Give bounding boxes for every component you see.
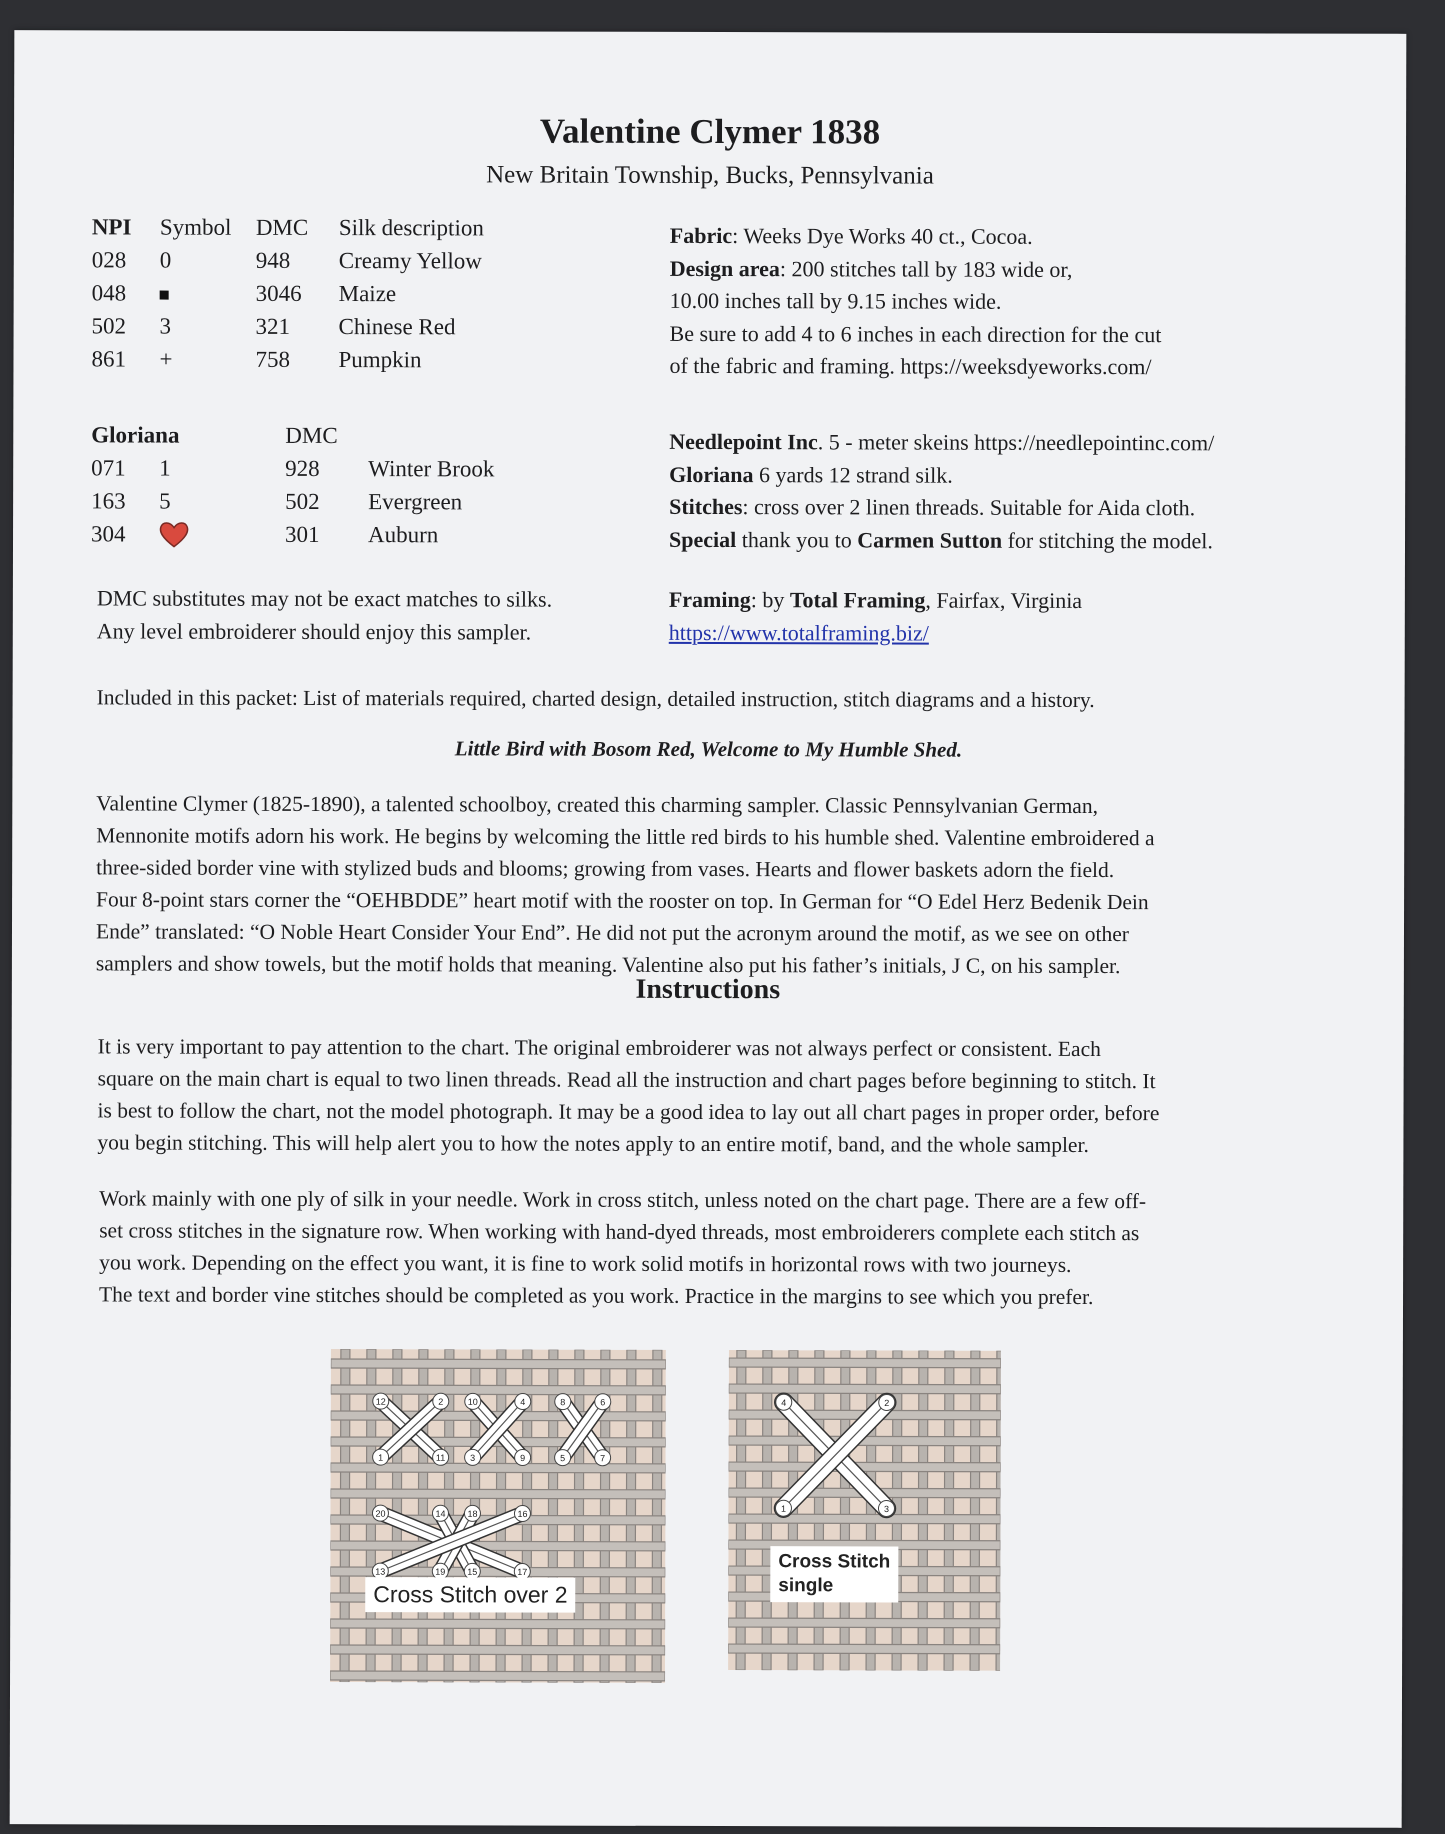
stitch-number: 2: [884, 1397, 890, 1408]
history-line: Ende” translated: “O Noble Heart Consider Your End”. He did not put the acronym around the motif, as we see on other: [95, 919, 1129, 947]
thread-description: Evergreen: [368, 488, 463, 514]
thread-code: 304: [91, 520, 126, 546]
packet-contents: Included in this packet: List of materials required, charted design, detailed instruction, stitch diagrams and a history.: [96, 685, 1095, 713]
thread-description: Winter Brook: [368, 455, 495, 481]
fabric-note: Be sure to add 4 to 6 inches in each direction for the cut: [669, 320, 1162, 347]
stitch-number: 6: [600, 1397, 606, 1408]
instruction-line: you work. Depending on the effect you want, it is fine to work solid motifs in horizontal rows with two journeys.: [99, 1250, 1072, 1277]
framer-name: Total Framing: [789, 587, 926, 613]
header-dmc: DMC: [285, 422, 338, 448]
diagram-label: [770, 1546, 898, 1602]
table-row: [91, 451, 618, 485]
stitch-number: 1: [780, 1503, 787, 1514]
stitcher-name: Carmen Sutton: [857, 526, 1003, 553]
stitch-number: 3: [883, 1503, 890, 1514]
thread-code: 048: [91, 279, 127, 305]
thread-dmc: 321: [255, 313, 291, 339]
gloriana-label: Gloriana: [669, 461, 754, 487]
verse: Little Bird with Bosom Red, Welcome to My Humble Shed.: [454, 736, 963, 762]
stitch-number: 12: [375, 1396, 386, 1407]
horizontal-thread: [330, 1645, 665, 1655]
stitch-grid: [728, 1350, 1001, 1671]
table-row: [92, 243, 589, 277]
instruction-line: Work mainly with one ply of silk in your needle. Work in cross stitch, unless noted on the chart page. There are a few off-: [99, 1186, 1147, 1214]
thread-description: Chinese Red: [338, 313, 456, 339]
instructions-paragraph-1: [97, 1030, 1159, 1161]
instructions-paragraph-2: [99, 1182, 1146, 1313]
fabric-label: Fabric: [669, 222, 733, 249]
needlepoint-text: . 5 - meter skeins https://needlepointinc.com/: [817, 429, 1215, 456]
table-row: [91, 484, 618, 518]
horizontal-thread: [729, 1384, 1001, 1394]
thread-code: 163: [91, 487, 126, 513]
special-end: for stitching the model.: [1002, 527, 1213, 553]
thread-code: 502: [91, 312, 127, 338]
stitch-number: 7: [600, 1453, 606, 1464]
filled-square-icon: [160, 290, 169, 299]
horizontal-thread: [729, 1462, 1001, 1472]
thread-symbol: 1: [159, 455, 171, 481]
stitches-text: : cross over 2 linen threads. Suitable for Aida cloth.: [742, 494, 1196, 521]
stitch-number: 14: [435, 1508, 446, 1519]
framing-block: [669, 584, 1082, 650]
notes-block: [97, 582, 552, 648]
history-line: three-sided border vine with stylized buds and blooms; growing from vases. Hearts and flower baskets adorn the field.: [96, 855, 1115, 883]
thread-dmc: 502: [285, 488, 320, 514]
fabric-text: : Weeks Dye Works 40 ct., Cocoa.: [732, 223, 1033, 249]
stitch-number: 17: [517, 1567, 528, 1578]
fabric-block: [669, 220, 1161, 384]
heart-icon: [159, 522, 189, 548]
instructions-heading: Instructions: [635, 973, 781, 1006]
framing-text: : by: [750, 587, 790, 613]
history-paragraph: [96, 787, 1155, 982]
stitch-number: 10: [467, 1396, 478, 1407]
gloriana-table: [91, 418, 618, 551]
stitch-number: 1: [378, 1452, 384, 1463]
framing-label: Framing: [668, 586, 751, 613]
header-description: Silk description: [338, 214, 484, 240]
diagram-label: Cross Stitch over 2: [365, 1577, 575, 1613]
diagram-label-line: Cross Stitch: [778, 1551, 891, 1573]
instruction-line: is best to follow the chart, not the model photograph. It may be a good idea to lay out all chart pages in proper order, before: [97, 1098, 1160, 1126]
thread-symbol: 0: [159, 247, 172, 273]
horizontal-thread: [729, 1358, 1001, 1368]
cross-stitch-single-diagram: [728, 1350, 1001, 1671]
diagram-label-line: single: [778, 1575, 834, 1597]
page-subtitle: New Britain Township, Bucks, Pennsylvania: [486, 161, 934, 190]
table-row: [92, 276, 589, 310]
stitch-number: 13: [375, 1566, 386, 1577]
design-area-label: Design area: [669, 255, 780, 281]
thread-dmc: 3046: [255, 280, 302, 306]
horizontal-thread: [330, 1619, 665, 1629]
table-row: [91, 342, 588, 376]
history-line: samplers and show towels, but the motif holds that meaning. Valentine also put his father’s initials, J C, on his sampler.: [95, 951, 1121, 979]
header-dmc: DMC: [255, 214, 309, 240]
horizontal-thread: [728, 1644, 1000, 1654]
stitch-number: 18: [467, 1508, 478, 1519]
framer-place: , Fairfax, Virginia: [925, 587, 1083, 613]
special-label: Special: [668, 526, 737, 552]
header-gloriana: Gloriana: [91, 421, 180, 448]
thread-dmc: 928: [285, 455, 320, 481]
stitch-number: 20: [375, 1508, 386, 1519]
framing-link[interactable]: https://www.totalframing.biz/: [668, 619, 929, 646]
silk-table-header: [92, 210, 589, 244]
cross-stitch-over-2-diagram: [330, 1349, 666, 1683]
header-symbol: Symbol: [159, 214, 232, 240]
thread-dmc: 758: [255, 346, 291, 372]
stitch-grid: [330, 1349, 666, 1683]
thread-symbol: +: [159, 346, 173, 372]
thread-dmc: 301: [285, 521, 320, 547]
table-row: [91, 517, 618, 551]
design-size: 10.00 inches tall by 9.15 inches wide.: [669, 287, 1002, 314]
thread-symbol: 3: [159, 313, 172, 339]
stitch-number: 19: [435, 1566, 446, 1577]
thread-code: 028: [91, 246, 127, 272]
special-text: thank you to: [736, 526, 858, 552]
thread-dmc: 948: [255, 247, 291, 273]
table-row: [92, 309, 589, 343]
history-line: Valentine Clymer (1825-1890), a talented schoolboy, created this charming sampler. Classic Pennsylvanian German,: [96, 791, 1099, 819]
horizontal-thread: [728, 1618, 1000, 1628]
silk-table: [91, 210, 588, 376]
stitch-number: 15: [467, 1566, 478, 1577]
stitch-number: 5: [560, 1453, 566, 1464]
header-npi: NPI: [91, 213, 132, 239]
horizontal-thread: [728, 1514, 1000, 1524]
level-note: Any level embroiderer should enjoy this sampler.: [96, 617, 532, 645]
stitch-number: 8: [560, 1397, 566, 1408]
history-line: Four 8-point stars corner the “OEHBDDE” heart motif with the rooster on top. In German for “O Edel Herz Bedenik Dein: [96, 887, 1149, 915]
thread-description: Pumpkin: [338, 346, 422, 372]
stitch-number: 9: [520, 1453, 526, 1464]
gloriana-text: 6 yards 12 strand silk.: [753, 461, 953, 488]
supplies-block: [669, 426, 1214, 557]
horizontal-thread: [331, 1489, 666, 1499]
document-page: [10, 30, 1407, 1828]
gloriana-table-header: [91, 418, 618, 452]
fabric-note-2: of the fabric and framing. https://weeksdyeworks.com/: [669, 352, 1152, 380]
thread-symbol: 5: [159, 488, 171, 514]
horizontal-thread: [330, 1671, 665, 1681]
dmc-note: DMC substitutes may not be exact matches to silks.: [96, 585, 553, 612]
stitch-number: 4: [520, 1397, 526, 1408]
stitches-label: Stitches: [669, 493, 743, 520]
instruction-line: square on the main chart is equal to two linen threads. Read all the instruction and chart pages before beginning to stitch. It: [97, 1066, 1156, 1094]
page-title: Valentine Clymer 1838: [539, 111, 881, 152]
stitch-number: 11: [435, 1452, 446, 1463]
stitch-number: 3: [470, 1452, 476, 1463]
thread-code: 861: [91, 345, 127, 371]
history-line: Mennonite motifs adorn his work. He begins by welcoming the little red birds to his humble shed. Valentine embroidered a: [96, 823, 1155, 851]
thread-description: Creamy Yellow: [338, 247, 482, 273]
horizontal-thread: [330, 1541, 665, 1551]
horizontal-thread: [331, 1359, 666, 1369]
needlepoint-label: Needlepoint Inc: [669, 428, 818, 455]
thread-description: Maize: [338, 280, 397, 306]
instruction-line: It is very important to pay attention to the chart. The original embroiderer was not always perfect or consistent. Each: [97, 1034, 1101, 1062]
thread-code: 071: [91, 454, 126, 480]
instruction-line: set cross stitches in the signature row. When working with hand-dyed threads, most embroiderers complete each stitch as: [99, 1218, 1140, 1246]
thread-description: Auburn: [367, 521, 439, 547]
stitch-number: 2: [438, 1396, 444, 1407]
stitch-number: 4: [781, 1397, 787, 1408]
stitch-number: 16: [517, 1509, 528, 1520]
instruction-line: you begin stitching. This will help alert you to how the notes apply to an entire motif, band, and the whole sampler.: [97, 1130, 1089, 1157]
design-area-text: : 200 stitches tall by 183 wide or,: [779, 255, 1073, 282]
instruction-line: The text and border vine stitches should be completed as you work. Practice in the margins to see which you prefer.: [99, 1282, 1094, 1310]
